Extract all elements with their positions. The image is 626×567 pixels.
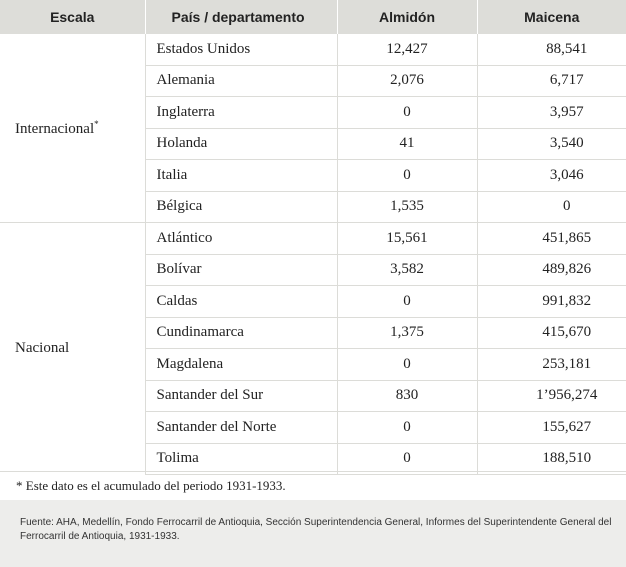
row-starch: 2,076 (337, 65, 477, 97)
header-row (0, 0, 626, 34)
footnote: * Este dato es el acumulado del periodo 1931-1933. (0, 471, 626, 499)
row-name: Inglaterra (145, 97, 337, 129)
row-name: Estados Unidos (145, 34, 337, 65)
header-starch: Almidón (337, 0, 477, 34)
row-cornstarch: 3,540 (477, 128, 626, 160)
row-name: Italia (145, 160, 337, 192)
row-cornstarch: 0 (477, 191, 626, 223)
row-cornstarch: 88,541 (477, 34, 626, 65)
row-starch: 1,535 (337, 191, 477, 223)
row-cornstarch: 1’956,274 (477, 380, 626, 412)
row-cornstarch: 415,670 (477, 317, 626, 349)
header-scale: Escala (0, 0, 145, 34)
footnote-mark: * (94, 118, 99, 129)
row-cornstarch: 155,627 (477, 412, 626, 444)
row-starch: 0 (337, 443, 477, 475)
row-starch: 41 (337, 128, 477, 160)
row-cornstarch: 489,826 (477, 254, 626, 286)
row-name: Tolima (145, 443, 337, 475)
row-starch: 0 (337, 97, 477, 129)
row-name: Bélgica (145, 191, 337, 223)
group-international (0, 34, 145, 223)
row-cornstarch: 991,832 (477, 286, 626, 318)
row-name: Atlántico (145, 223, 337, 255)
row-name: Cundinamarca (145, 317, 337, 349)
row-starch: 3,582 (337, 254, 477, 286)
row-cornstarch: 6,717 (477, 65, 626, 97)
row-starch: 15,561 (337, 223, 477, 255)
row-cornstarch: 3,957 (477, 97, 626, 129)
row-name: Santander del Norte (145, 412, 337, 444)
row-name: Bolívar (145, 254, 337, 286)
source-note: Fuente: AHA, Medellín, Fondo Ferrocarril de Antioquia, Sección Superintendencia General, Informes del Superintendente General del Ferrocarril de Antioquia, 1931-1933. (0, 500, 626, 567)
row-cornstarch: 451,865 (477, 223, 626, 255)
table-row (0, 34, 626, 65)
row-cornstarch: 188,510 (477, 443, 626, 475)
row-name: Santander del Sur (145, 380, 337, 412)
row-cornstarch: 3,046 (477, 160, 626, 192)
row-starch: 1,375 (337, 317, 477, 349)
row-starch: 0 (337, 349, 477, 381)
table-row (0, 223, 626, 255)
row-starch: 830 (337, 380, 477, 412)
row-starch: 12,427 (337, 34, 477, 65)
row-cornstarch: 253,181 (477, 349, 626, 381)
header-country: País / departamento (145, 0, 337, 34)
row-name: Magdalena (145, 349, 337, 381)
group-international-label: Internacional (15, 120, 95, 137)
group-national: Nacional (15, 340, 70, 357)
row-starch: 0 (337, 412, 477, 444)
row-name: Holanda (145, 128, 337, 160)
header-cornstarch: Maicena (524, 9, 580, 25)
row-name: Caldas (145, 286, 337, 318)
row-starch: 0 (337, 286, 477, 318)
row-name: Alemania (145, 65, 337, 97)
row-starch: 0 (337, 160, 477, 192)
